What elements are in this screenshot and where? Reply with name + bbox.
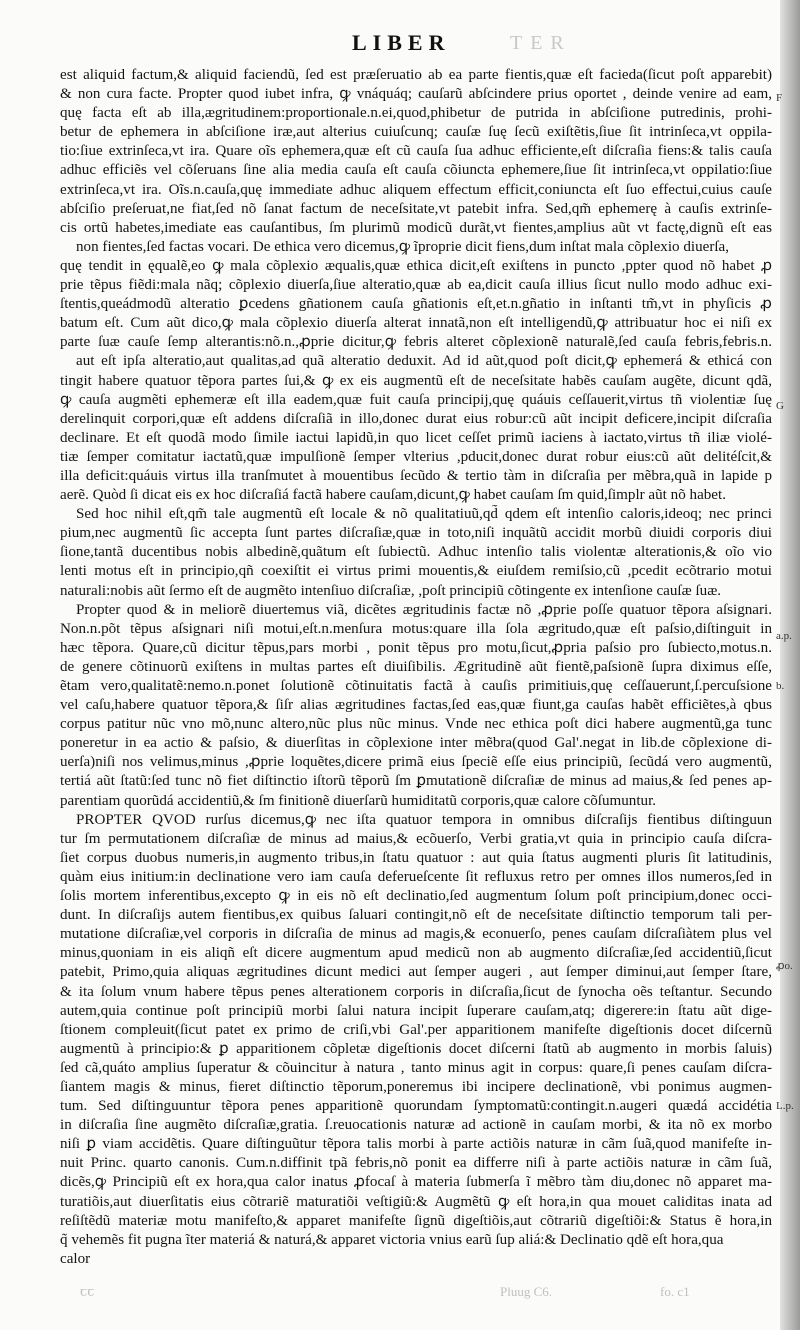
text-line: betur de ephemera in abſciſione iræ,aut alterius cuiuſcunq; cauſæ ſuę ſecũ exiſtẽtis,ſiue ſit intrinſeca,vt oppila- [60,124,772,141]
margin-note: a.p. [776,630,792,642]
text-line: & ita ſolum vnum habere tẽpus penes alterationem corporis in diſcraſia,ſicut de ſynocha oẽs teſtantur. Secundo [60,983,772,1000]
text-line: turatiõis,aut diuerſitatis eius cõtrariẽ maturatiõi veſtigiũ:& Augmẽtũ ꝙ eſt hora,in qua mouet caliditas inata ad [60,1193,772,1210]
text-line: de genere cõtinuorũ exiſtens in multas partes eſt diuiſibilis. Ægritudinẽ aũt fientẽ,paſsionẽ ſupra diximus eſſe, [60,658,772,675]
text-line: quàm eius initium:in declinatione vero iam cauſa deferueſcente ſit refluxus retro per omnes illos numeros,ſed in [60,868,772,885]
text-line: ſtentis,queádmodũ alteratio ꝑcedens gñationem cauſa gñationis eſt,et.n.gñatio in inſtanti tm̃,vt in phyſicis ꝓ [60,296,772,313]
text-line: naturali:nobis aũt ſermo eſt de augmẽto intenſiuo diſcraſiæ, ,poſt principiũ cõtingente ex intenſione cauſæ ſuæ. [60,582,722,599]
text-line: extrinſeca,vt ira. Oĩs.n.cauſa,quę immediate adhuc aliquem effectum efficit,coniuncta eſt ſuo effectui,cuius cauſe [60,181,772,198]
text-line: dunt. In diſcraſijs autem fientibus,ex quibus ſaluari contingit,nõ eſt de neceſsitate diſtinctio temporum tali per- [60,907,772,924]
text-line: parentiam quorũdá accidentiũ,& ſm finitionẽ diuerſarũ humiditatũ corporis,quæ calore cõſumuntur. [60,792,657,809]
text-line: aerẽ. Quòd ſi dicat eis ex hoc diſcraſiá factã habere cauſam,dicunt,ꝙ habet cauſam ſm quid,ſimplr aũt nõ habet. [60,487,726,504]
margin-note: F [776,92,783,104]
page-gutter-shadow [780,0,800,1330]
text-line: ẽtam vero,qualitatẽ:nemo.n.ponet ſolutionẽ cõtinuitatis factã à cauſis primitiuis,quę ceſſauerunt,ſ.percuſsione [60,678,772,694]
text-line: ſolis mortem inferentibus,excepto ꝙ in eis nõ eſt declinatio,ſed augmentum ſolum poſt principium,donec occi- [60,888,772,905]
text-line: ꝙ cauſa augmẽti ephemeræ eſt illa eadem,quæ fuit cauſa principij,quę quáuis ceſſauerit,virtus tñ violentiæ ſuę [60,391,772,408]
margin-note: ꝓo. [776,960,793,972]
text-line: cis ortũ habetes,imediate eas cauſantibus, ſm plurimũ modicũ durãt,vt fientes,amplius aũt vt factę,dignũ eſt eas [60,219,772,236]
text-line: illa deficit:quáuis virtus illa tranſmutet à mouentibus ſecũdo & tertio tàm in diſcraſia per mẽbra,quã in lapide p [60,467,772,484]
text-line: lenti motus eſt in principio,qñ coexiſtit ei virtus primi mouentis,& eiuſdem remiſsio,cũ ,pcedit ecõtrario motui [60,563,772,580]
running-head: LIBER [352,30,451,55]
text-line: autem,quia continue poſt principiũ morbi ſalui natura incipit ſuperare cauſam,atq; digerere:in ſtatu aũt dige- [60,1002,772,1019]
text-line: quę facta eſt ab illa,ægritudinem:proportionale.n.ei,quod,phibetur de putrida in abſciſione putredinis, prohi- [60,105,772,122]
text-line: patebit, Primo,quia aliquas ægritudines dicunt medici aut ſemper augeri , aut ſemper diminui,aut ſemper ſtare, [60,964,772,981]
body-text [60,66,772,1269]
text-line: tingit habere quatuor tẽpora partes ſui,& ꝙ ex eis augmentũ eſt de neceſsitate habẽs cauſam augẽte, dicunt qdã, [60,372,772,389]
text-line: in diſcraſia ſine augmẽto diſcraſiæ,gratia. ſ.reuocationis naturæ ad actionẽ in cauſam morbi, & ita nõ ex morbo [60,1117,772,1134]
page-header [0,30,800,62]
text-line: ſiet corpus duobus numeris,in augmento tribus,in ſtatu quatuor : aut quia ſtatus augmenti pluris ſit latitudinis, [60,849,772,866]
text-line: non fientes,ſed factas vocari. De ethica vero dicemus,ꝙ ĩproprie dicit fiens,dum inſtat mala cõplexio diuerſa, [76,238,730,255]
margin-note: G [776,400,784,412]
text-line: minus,quoniam in eis aliqñ eſt dicere augmentum apud medicũ non ab augmento diſcraſiæ,ſed accidentiũ,ſicut [60,945,772,962]
text-line: vel caſu,habere quatuor tẽpora,& ſiſr alias ægritudines factas,ſed eas,quæ fiunt,ga cauſas habẽt efficiẽtes,à qbus [60,697,772,714]
text-line: tur ſm permutationem diſcraſiæ de minus ad maius,& ecõuerſo, Verbi gratia,vt quia in principio cauſa diſcra- [60,830,772,847]
footer-bleed-through [60,1284,760,1304]
text-line: calor [60,1250,91,1267]
text-line: tio:ſiue extrinſeca,vt ira. Quare oĩs ephemera,quæ eſt cũ cauſa ſua adhuc efficiente,eſt diſcraſia fiens:& talis cauſa [60,143,772,160]
text-line: & non cura facte. Propter quod iubet infra, ꝙ vnáquáq; cauſarũ abſcindere prius oportet , deinde venire ad eam, [60,86,772,103]
margin-note: L.p. [776,1100,794,1112]
text-line: augmentũ à principio:& ꝑ apparitionem cõpletæ digeſtionis docet diſcerni ſtatũ ab augmento in morbis ſaluis) [60,1040,772,1057]
text-line: ſiantem magis & minus, fieret diſtinctio tẽporum,poneremus ibi incipere declinationẽ, vbi ponimus augmen- [60,1078,772,1095]
running-head-bleed-through: TER [510,32,572,54]
text-line: Sed hoc nihil eſt,qm̃ tale augmentũ eſt locale & nõ qualitatiuũ,qd̃ qdem eſt intenſio caloris,ideoq; nec princi [76,506,772,523]
text-line: ſed cã,quáto amplius ſuperatur & cõuincitur à natura , tanto minus agit in corpus: quare,ſi penes cauſam diſcra- [60,1059,772,1076]
text-line: abſciſio preſeruat,ne fiat,ſed nõ ſanat factum de neceſsitate,vt patebit infra. Sed,qm̃ ephemerę à cauſis extrinſe- [60,200,772,217]
text-line: poneretur in ea actio & paſsio, & diuerſitas in cõplexione inter mẽbra(quod Gal'.negat in lib.de cõplexione di- [60,735,772,752]
text-line: tiæ ſemper comitatur iactatũ,quæ impulſionẽ ſemper vlterius ,pducit,donec durat robur eius:cũ aũt delitéſcit,& [60,448,772,465]
text-line: dicẽs,ꝙ Principiũ eſt ex hora,qua calor inatus ꝓfocaſ à materia ſubmerſa ĩ mẽbro tàm diu,donec nõ apparet ma- [60,1174,772,1191]
text-line: corpus patitur nũc vno mõ,nunc altero,nũc plus nũc minus. Vnde nec ethica poſt dici habere augmentũ,ga tunc [60,716,772,733]
text-line: tum. Sed diſtinguuntur tẽpora penes apparitionẽ quorundam ſymptomatũ:contingit.n.augeri quædá accidétia [60,1098,772,1115]
text-line: adhuc efficiẽs vel cõſeruans ſine alia media cauſa eſt cauſa cõiuncta ephemere,ſiue ſit intrinſeca,vt oppilatio:ſiue [60,162,772,179]
text-line: mutatione diſcraſiæ,vel corporis in diſcraſia de minus ad magis,& econuerſo, penes cauſam diſcraſiàtem plus vel [60,926,772,943]
text-line: niſi ꝑ viam accidẽtis. Quare diſtinguũtur tẽpora talis morbi à parte actiõis naturæ in cãm ſuã,quod manifeſte in- [60,1136,772,1153]
text-line: prie tẽpus fiẽdi:mala nãq; cõplexio diuerſa,ſiue alteratio,quæ ab ea,dicit cauſa illius ſicut nullo modo adhuc exi- [60,277,772,294]
text-line: uerſa)niſi nos velimus,minus ,ꝓprie loquẽtes,dicere primã eius ſpeciẽ eſſe eius principiũ, ſecũdá vero augmentũ, [60,754,772,771]
footer-bleed-left: ꞇꞇ [80,1284,95,1299]
text-line: nuit Princ. quarto canonis. Cum.n.diffinit tpã febris,nõ ponit ea differre niſi à parte actiõis naturæ in cãm ſuã, [60,1155,772,1172]
text-line: q̃ vehemẽs fit pugna ĩter materiá & naturá,& apparet victoria vnius earũ ſup aliá:& Declinatio qdẽ eſt hora,qua [60,1231,724,1248]
text-line: aut eſt ipſa alteratio,aut qualitas,ad quã alteratio deduxit. Ad id aũt,quod poſt dicit,ꝙ ephemerá & ethicá con [76,353,772,370]
footer-bleed-right: fo. c1 [660,1284,690,1299]
text-line: derelinquit corpori,quæ eſt addens diſcraſiã in illo,donec durat eius robur:cũ aũt incipit deficere,incipit diſcraſia [60,410,772,427]
text-line: PROPTER QVOD rurſus dicemus,ꝙ nec iſta quatuor tempora in omnibus diſcraſijs fientibus diſtinguun [76,811,772,828]
text-line: ſtionem compleuit(ſicut patet ex primo de criſi,vbi Gal'.per apparitionem manifeſte digeſtionis docet diſcernũ [60,1021,772,1038]
text-line: pium,nec augmentũ ſic accepta ſunt partes diſcraſiæ,quæ in toto,niſi inquãtũ accidit morbũ diuidi corporis diui [60,525,772,542]
text-line: tertiá aũt ſtatũ:ſed tunc nõ fiet diſtinctio iſtorũ tẽporũ ſm ꝑmutationẽ diſcraſiæ de minus ad maius,& ſed penes ap- [60,773,772,790]
text-line: ſione,tantã ducentibus nobis albedinẽ,quãtum eſt ſubiectũ. Adhuc intenſio talis violentæ alterationis,& oĩo vio [60,544,772,561]
margin-note: b. [776,680,785,692]
text-line: parte ſuæ cauſe ſemp alterantis:nõ.n.,ꝓprie dicitur,ꝙ febris alteret cõplexionẽ naturalẽ,ſed cauſa febris,febris.n. [60,334,772,351]
text-line: Non.n.põt tẽpus aſsignari niſi motui,eſt.n.menſura motus:quare illa ſola ægritudo,quæ eſt paſsio,diſtinguit in [60,620,772,637]
text-line: quę tendit in ęqualẽ,eo ꝙ mala cõplexio æqualis,quæ ethica dicit,eſt exiſtens in puncto ,ppter quod nõ habet ꝓ [60,257,772,274]
text-line: hæc tẽpora. Quare,cũ dicitur tẽpus,pars morbi , ponit tẽpus pro motu,ſicut,ꝓpria paſsio pro ſubiecto,motus.n. [60,639,772,656]
text-line: est aliquid factum,& aliquid faciendũ, ſed est præſeruatio ab ea parte fientis,quæ eſt facieda(ſicut poſt apparebit) [60,67,772,83]
text-line: Propter quod & in meliorẽ diuertemus viã, dicẽtes ægritudinis factæ nõ ,ꝓprie poſſe quatuor tẽpora aſsignari. [76,601,772,618]
text-line: batum eſt. Cum aũt dico,ꝙ mala cõplexio diuerſa alterat innatã,non eſt intelligendũ,ꝙ attribuatur hoc ei niſi ex [60,315,772,332]
footer-bleed-middle: Pluug C6. [500,1284,553,1299]
text-line: declinare. Et eſt quodã modo ſimile iactui lapidũ,in quo licet ceſſet primũ iaciens à iactato,virtus tñ iliæ violé- [60,429,772,446]
text-line: reſiſtẽdũ materiæ motu manifeſto,& apparet manifeſte ſignũ digeſtiõis,aut cõtrariũ digeſtiõi:& Status ẽ hora,in [60,1212,772,1229]
